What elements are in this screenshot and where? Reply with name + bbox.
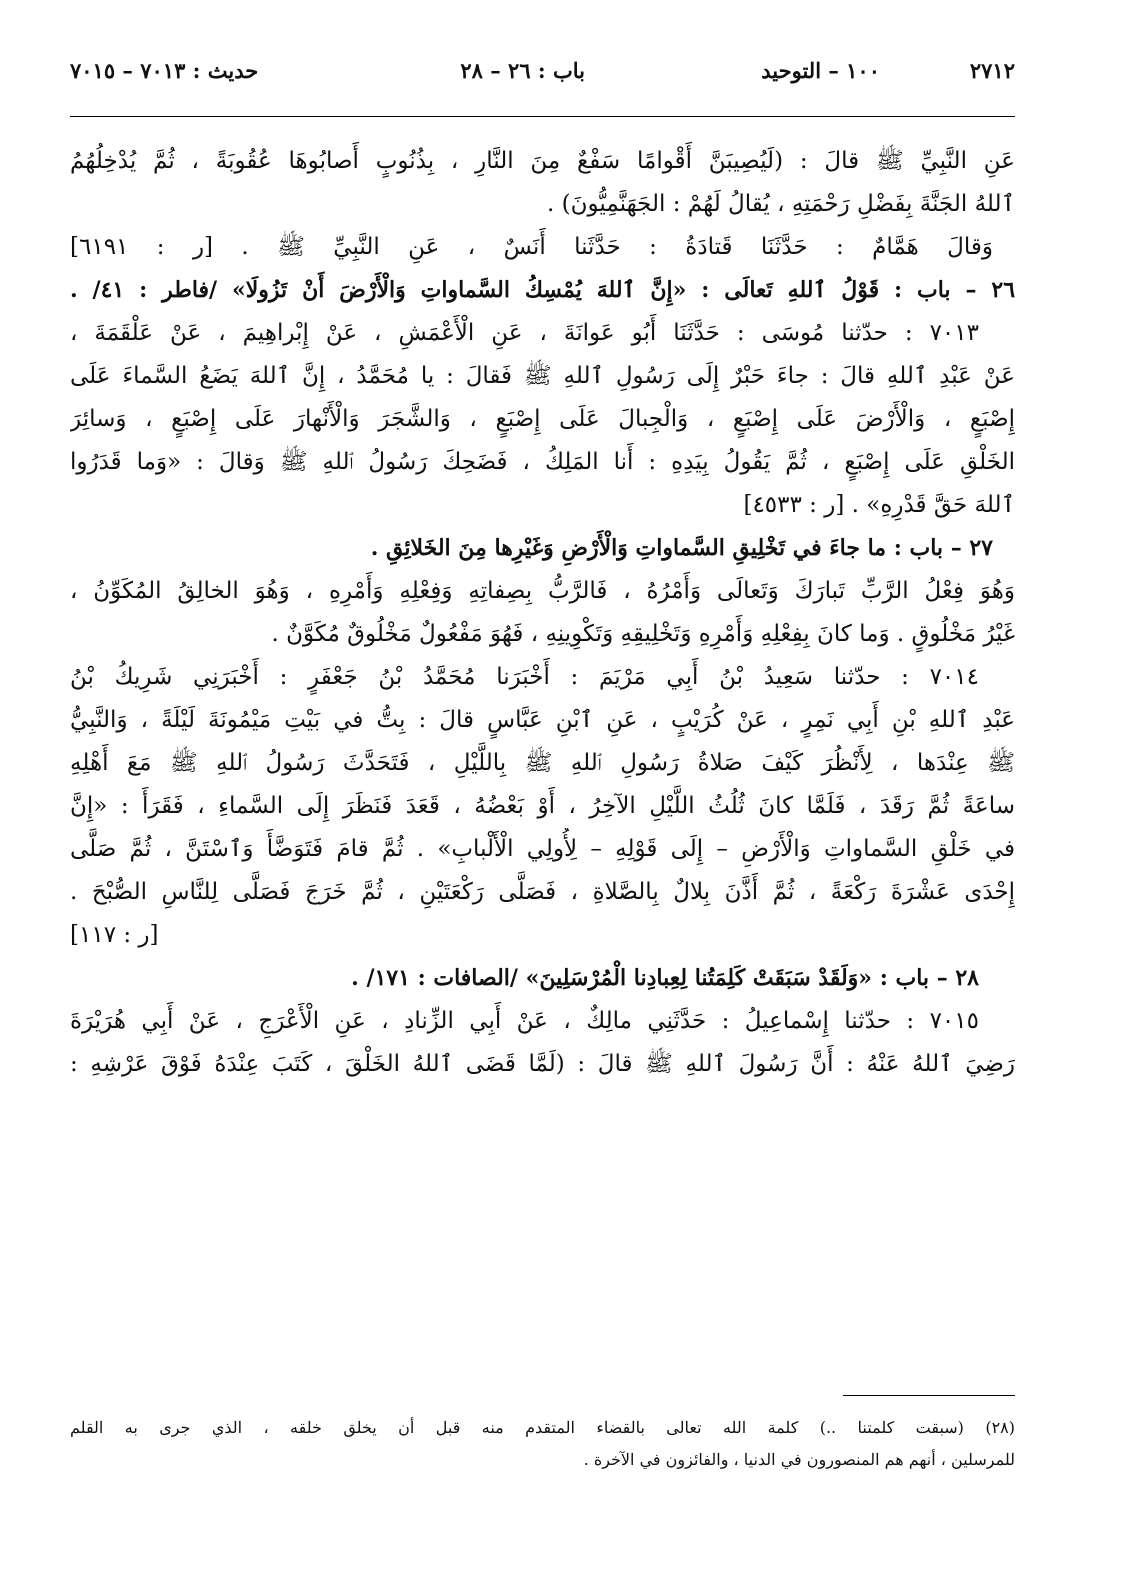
reference-line: [ر : ١١٧] (70, 922, 159, 948)
header-rule (70, 116, 1015, 117)
main-text (70, 140, 1015, 1086)
text-line: عَنْ عَبْدِ ٱللهِ قالَ : جاءَ حَبْرٌ إِلَى رَسُولِ ٱللهِ ﷺ فَقالَ : يا مُحَمَّدُ ، إِنَّ ٱللهَ يَضَعُ السَّماءَ عَلَى (70, 363, 1015, 389)
text-line: إِصْبَعٍ ، وَالْأَرْضَ عَلَى إِصْبَعٍ ، وَالْجِبالَ عَلَى إِصْبَعٍ ، وَالشَّجَرَ وَالْأَنْهارَ عَلَى إِصْبَعٍ ، وَسائِرَ (70, 406, 1015, 432)
bab-range: باب : ٢٦ – ٢٨ (460, 58, 585, 83)
text-line: وَهُوَ فِعْلُ الرَّبِّ تَبارَكَ وَتَعالَى وَأَمْرُهُ ، فَالرَّبُّ بِصِفاتِهِ وَفِعْلِهِ وَأَمْرِهِ ، وَهُوَ الخالِقُ المُكَوِّنُ ، (70, 578, 1015, 604)
running-header (70, 58, 1015, 94)
footnote-rule (843, 1395, 1015, 1396)
text-line: وَقالَ هَمَّامٌ : حَدَّثَنَا قَتادَةُ : حَدَّثَنا أَنَسٌ ، عَنِ النَّبِيِّ ﷺ . [ر : ٦١٩١] (70, 234, 993, 260)
text-line: الخَلْقِ عَلَى إِصْبَعٍ ، ثُمَّ يَقُولُ بِيَدِهِ : أَنا المَلِكُ ، فَضَحِكَ رَسُولُ ٱللهِ ﷺ وَقالَ : «وَما قَدَرُوا (70, 449, 1015, 475)
text-line: عَبْدِ ٱللهِ بْنِ أَبِي نَمِرٍ ، عَنْ كُرَيْبٍ ، عَنِ ٱبْنِ عَبَّاسٍ قالَ : بِتُّ في بَيْتِ مَيْمُونَةَ لَيْلَةً ، وَالنَّبِيُّ (70, 707, 1015, 733)
text-line: ﷺ عِنْدَها ، لِأَنْظُرَ كَيْفَ صَلاةُ رَسُولِ ٱللهِ ﷺ بِاللَّيْلِ ، فَتَحَدَّثَ رَسُولُ ٱللهِ ﷺ مَعَ أَهْلِهِ (70, 750, 1015, 776)
hadith-start-7013: ٧٠١٣ : حدّثنا مُوسَى : حَدَّثَنَا أَبُو عَوانَةَ ، عَنِ الْأَعْمَشِ ، عَنْ إِبْراهِيمَ ، عَنْ عَلْقَمَةَ ، (70, 320, 979, 346)
text-line: رَضِيَ ٱللهُ عَنْهُ : أَنَّ رَسُولَ ٱللهِ ﷺ قالَ : (لَمَّا قَضَى ٱللهُ الخَلْقَ ، كَتَبَ عِنْدَهُ فَوْقَ عَرْشِهِ : (70, 1051, 1015, 1077)
page-number: ٢٧١٢ (969, 58, 1015, 83)
footnote-line: (٢٨) (سبقت كلمتنا ..) كلمة الله تعالى بالقضاء المتقدم منه قبل أن يخلق خلقه ، الذي جرى به القلم (70, 1418, 1015, 1437)
footnote-line: للمرسلين ، أنهم هم المنصورون في الدنيا ، والفائزون في الآخرة . (583, 1450, 1015, 1469)
chapter-heading-27: ٢٧ – باب : ما جاءَ في تَخْلِيقِ السَّماواتِ وَالْأَرْضِ وَغَيْرِها مِنَ الخَلائِقِ . (370, 535, 993, 561)
text-line: ساعَةً ثُمَّ رَقَدَ ، فَلَمَّا كانَ ثُلُثُ اللَّيْلِ الآخِرُ ، أَوْ بَعْضُهُ ، قَعَدَ فَنَظَرَ إِلَى السَّماءِ ، فَقَرَأَ : «إِنَّ (70, 793, 1015, 819)
text-line: ٱللهُ الجَنَّةَ بِفَضْلِ رَحْمَتِهِ ، يُقالُ لَهُمْ : الجَهَنَّمِيُّونَ) . (547, 191, 1015, 217)
chapter-heading-28: ٢٨ – باب : «وَلَقَدْ سَبَقَتْ كَلِمَتُنا لِعِبادِنا الْمُرْسَلِينَ» /الصافات : ١٧١/ . (351, 965, 979, 991)
hadith-start-7015: ٧٠١٥ : حدّثنا إِسْماعِيلُ : حَدَّثَنِي مالِكٌ ، عَنْ أَبِي الزِّنادِ ، عَنِ الْأَعْرَجِ ، عَنْ أَبِي هُرَيْرَةَ (70, 1008, 979, 1034)
hadith-range: حديث : ٧٠١٣ – ٧٠١٥ (70, 58, 259, 83)
hadith-start-7014: ٧٠١٤ : حدّثنا سَعِيدُ بْنُ أَبِي مَرْيَمَ : أَخْبَرَنا مُحَمَّدُ بْنُ جَعْفَرٍ : أَخْبَرَنِي شَرِيكُ بْنُ (70, 664, 979, 690)
book-page (70, 0, 1015, 1586)
text-line: إِحْدَى عَشْرَةَ رَكْعَةً ، ثُمَّ أَذَّنَ بِلالٌ بِالصَّلاةِ ، فَصَلَّى رَكْعَتَيْنِ ، ثُمَّ خَرَجَ فَصَلَّى لِلنَّاسِ الصُّبْحَ . (70, 879, 1015, 905)
text-line: في خَلْقِ السَّماواتِ وَالْأَرْضِ – إِلَى قَوْلِهِ – لِأُولِي الْأَلْبابِ» . ثُمَّ قامَ فَتَوَضَّأَ وَٱسْتَنَّ ، ثُمَّ صَلَّى (70, 836, 1015, 862)
text-line: ٱللهَ حَقَّ قَدْرِهِ» . [ر : ٤٥٣٣] (743, 492, 1015, 518)
text-line: عَنِ النَّبِيِّ ﷺ قالَ : (لَيُصِيبَنَّ أَقْوامًا سَفْعٌ مِنَ النَّارِ ، بِذُنُوبٍ أَصابُوهَا عُقُوبَةً ، ثُمَّ يُدْخِلُهُمُ (70, 148, 1015, 174)
footnotes (70, 1412, 1015, 1476)
text-line: غَيْرُ مَخْلُوقٍ . وَما كانَ بِفِعْلِهِ وَأَمْرِهِ وَتَخْلِيقِهِ وَتَكْوِينِهِ ، فَهُوَ مَفْعُولٌ مَخْلُوقٌ مُكَوَّنٌ . (271, 621, 1015, 647)
chapter-heading-26: ٢٦ – باب : قَوْلُ ٱللهِ تَعالَى : «إِنَّ ٱللهَ يُمْسِكُ السَّماواتِ وَالْأَرْضَ أَنْ تَزُولَا» /فاطر : ٤١/ . (70, 277, 1015, 303)
book-title: ١٠٠ – التوحيد (761, 58, 880, 83)
